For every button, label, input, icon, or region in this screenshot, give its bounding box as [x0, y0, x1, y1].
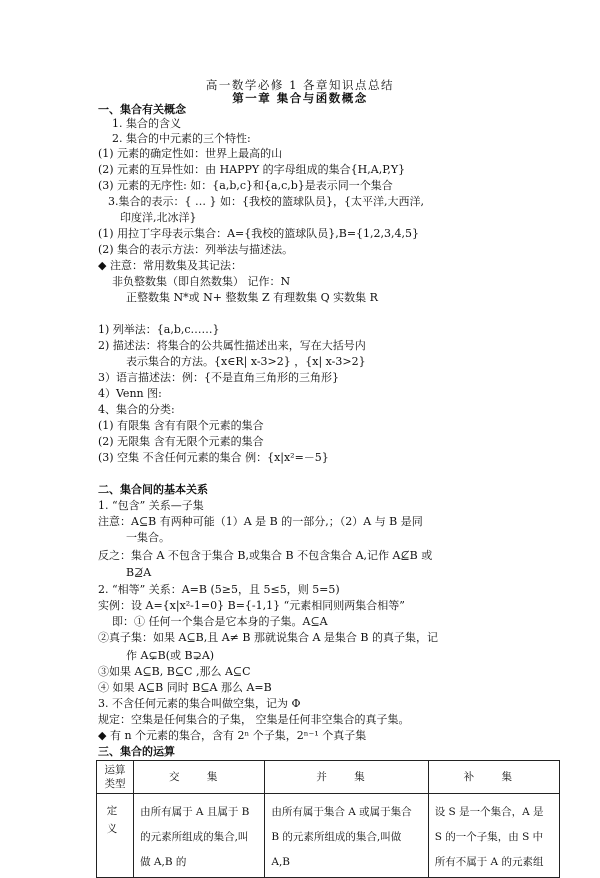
- cell-complement-text: 设 S 是一个集合，A 是 S 的一个子集，由 S 中所有不属于 A 的元素组: [434, 806, 544, 868]
- section-heading: 三、集合的运算: [98, 745, 175, 758]
- section-heading: 二、集合间的基本关系: [98, 483, 208, 496]
- text-line: 2. 集合的中元素的三个特性:: [112, 132, 251, 145]
- text-line: B⊉A: [126, 566, 152, 579]
- text-line: (3) 元素的无序性: 如：{a,b,c}和{a,c,b}是表示同一个集合: [98, 179, 393, 192]
- text-line: 注意：A⊆B 有两种可能（1）A 是 B 的一部分,；（2）A 与 B 是同: [98, 515, 423, 528]
- text-line: 反之：集合 A 不包含于集合 B,或集合 B 不包含集合 A,记作 A⊈B 或: [98, 549, 433, 562]
- text-line: 一集合。: [126, 531, 170, 544]
- text-line: 3. 不含任何元素的集合叫做空集，记为 Φ: [98, 697, 301, 710]
- text-line: (1) 有限集 含有有限个元素的集合: [98, 419, 264, 432]
- row-label-definition: 定义: [97, 794, 134, 878]
- text-line: (1) 元素的确定性如：世界上最高的山: [98, 147, 283, 160]
- text-line: 实例：设 A={x|x²-1=0} B={-1,1} “元素相同则两集合相等”: [98, 599, 405, 612]
- chapter-title: 第一章 集合与函数概念: [232, 91, 368, 105]
- cell-intersection-text: 由所有属于 A 且属于 B 的元素所组成的集合,叫做 A,B 的: [140, 806, 250, 868]
- cell-union-def: [265, 794, 428, 878]
- table-header-row: [97, 761, 560, 794]
- text-line: 1) 列举法：{a,b,c……}: [98, 323, 220, 336]
- text-line: (2) 元素的互异性如：由 HAPPY 的字母组成的集合{H,A,P,Y}: [98, 163, 406, 176]
- set-operations-table: [96, 760, 560, 878]
- text-line: (3) 空集 不含任何元素的集合 例：{x|x²=－5}: [98, 451, 329, 464]
- text-line: 正整数集 N*或 N+ 整数集 Z 有理数集 Q 实数集 R: [126, 291, 378, 304]
- text-line: 即：① 任何一个集合是它本身的子集。A⊆A: [112, 615, 328, 628]
- cell-union-text: 由所有属于集合 A 或属于集合 B 的元素所组成的集合,叫做 A,B: [271, 806, 412, 868]
- section-heading: 一、集合有关概念: [98, 103, 186, 116]
- text-line: 3）语言描述法：例：{不是直角三角形的三角形}: [98, 371, 339, 384]
- text-line: (2) 集合的表示方法：列举法与描述法。: [98, 243, 294, 256]
- text-line: 3.集合的表示：{ … } 如：{我校的篮球队员}，{太平洋,大西洋,: [108, 195, 424, 208]
- text-line: 1. “包含” 关系—子集: [98, 499, 204, 512]
- cell-complement-def: [428, 794, 559, 878]
- text-line: 规定：空集是任何集合的子集， 空集是任何非空集合的真子集。: [98, 713, 410, 726]
- text-line: ③如果 A⊆B, B⊆C ,那么 A⊆C: [98, 665, 251, 678]
- text-line: 1. 集合的含义: [112, 117, 181, 130]
- header-complement: 补 集: [428, 761, 559, 794]
- header-intersection: 交 集: [134, 761, 265, 794]
- text-line: 2. “相等” 关系：A=B (5≥5，且 5≤5，则 5=5): [98, 583, 340, 596]
- table-corner-cell: 运算类型: [97, 761, 134, 794]
- text-line: 作 A⊊B(或 B⊋A): [126, 649, 215, 662]
- text-line: 4）Venn 图:: [98, 387, 162, 400]
- text-line: 表示集合的方法。{x∈R| x-3>2} ，{x| x-3>2}: [126, 355, 366, 368]
- cell-intersection-def: [134, 794, 265, 878]
- text-line: (2) 无限集 含有无限个元素的集合: [98, 435, 264, 448]
- table-row: [97, 794, 560, 878]
- doc-title: 高一数学必修 1 各章知识点总结: [205, 78, 395, 92]
- note-line: ◆ 注意：常用数集及其记法：: [98, 259, 242, 272]
- text-line: 印度洋,北冰洋}: [120, 211, 197, 224]
- header-union: 并 集: [265, 761, 428, 794]
- text-line: ④ 如果 A⊆B 同时 B⊆A 那么 A=B: [98, 681, 272, 694]
- text-line: (1) 用拉丁字母表示集合：A={我校的篮球队员},B={1,2,3,4,5}: [98, 227, 420, 240]
- text-line: 2) 描述法：将集合的公共属性描述出来，写在大括号内: [98, 339, 366, 352]
- text-line: 非负整数集（即自然数集） 记作：N: [112, 275, 291, 288]
- text-line: 4、集合的分类:: [98, 403, 175, 416]
- text-line: ②真子集：如果 A⊆B,且 A≠ B 那就说集合 A 是集合 B 的真子集，记: [98, 631, 438, 644]
- note-line: ◆ 有 n 个元素的集合，含有 2ⁿ 个子集，2ⁿ⁻¹ 个真子集: [98, 729, 367, 742]
